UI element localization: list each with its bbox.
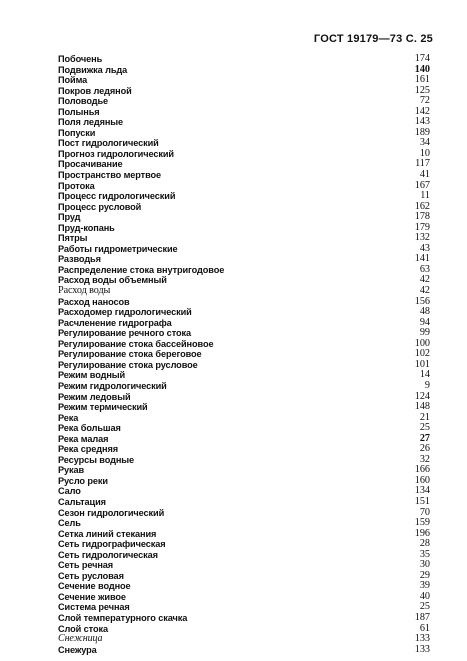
index-term: Слой стока — [58, 623, 108, 634]
index-term: Сеть гидрологическая — [58, 549, 158, 560]
index-term: Регулирование речного стока — [58, 328, 191, 339]
index-page-number: 11 — [420, 190, 430, 202]
index-term: Расход воды — [58, 285, 111, 297]
index-entry — [58, 370, 430, 381]
index-page-number: 29 — [419, 569, 430, 581]
index-entry — [58, 318, 430, 329]
index-page-number: 159 — [414, 517, 430, 529]
index-page-number: 99 — [419, 327, 430, 339]
index-term: Расходомер гидрологический — [58, 307, 192, 318]
index-entry — [58, 518, 430, 529]
index-term: Сеть русловая — [58, 570, 124, 581]
index-term: Пойма — [58, 75, 88, 86]
index-entry — [58, 202, 430, 213]
index-entry — [58, 86, 430, 97]
index-entry — [58, 286, 430, 297]
index-page-number: 160 — [414, 474, 430, 486]
index-term: Река малая — [58, 433, 109, 444]
index-entry — [58, 138, 430, 149]
index-page-number: 63 — [419, 263, 430, 275]
index-entry — [58, 128, 430, 139]
index-term: Протока — [58, 180, 95, 191]
index-term: Прогноз гидрологический — [58, 148, 174, 159]
index-term: Сетка линий стекания — [58, 528, 157, 539]
index-term: Сало — [58, 486, 81, 497]
index-entry — [58, 571, 430, 582]
index-term: Режим водный — [58, 370, 126, 381]
index-entry — [58, 223, 430, 234]
index-entry — [58, 159, 430, 170]
index-list — [58, 54, 430, 655]
index-entry — [58, 602, 430, 613]
index-term: Режим гидрологический — [58, 380, 167, 391]
index-term: Сеть гидрографическая — [58, 539, 166, 550]
index-term: Побочень — [58, 54, 103, 64]
index-entry — [58, 392, 430, 403]
index-entry — [58, 402, 430, 413]
index-term: Пространство мертвое — [58, 170, 162, 181]
index-page-number: 21 — [419, 411, 430, 423]
index-page-number: 143 — [414, 116, 430, 128]
index-term: Река средняя — [58, 444, 119, 455]
index-entry — [58, 550, 430, 561]
index-page-number: 162 — [414, 200, 430, 212]
index-entry — [58, 181, 430, 192]
index-entry — [58, 275, 430, 286]
index-entry — [58, 117, 430, 128]
index-term: Река большая — [58, 423, 121, 434]
index-term: Разводья — [58, 254, 101, 265]
index-page-number: 156 — [414, 295, 430, 307]
index-entry — [58, 529, 430, 540]
index-page-number: 148 — [414, 401, 430, 413]
index-entry — [58, 508, 430, 519]
index-page-number: 70 — [419, 506, 430, 518]
index-entry — [58, 539, 430, 550]
index-page-number: 125 — [414, 84, 430, 96]
index-page-number: 43 — [419, 242, 430, 254]
index-page-number: 61 — [419, 622, 430, 634]
index-term: Рукав — [58, 465, 85, 476]
index-page-number: 40 — [419, 590, 430, 602]
index-term: Расчленение гидрографа — [58, 317, 172, 328]
index-entry — [58, 170, 430, 181]
index-entry — [58, 265, 430, 276]
index-entry — [58, 444, 430, 455]
index-entry — [58, 233, 430, 244]
index-entry — [58, 96, 430, 107]
index-term: Регулирование стока береговое — [58, 349, 202, 360]
index-page-number: 134 — [414, 485, 430, 497]
index-entry — [58, 581, 430, 592]
index-page-number: 179 — [414, 221, 430, 233]
index-entry — [58, 54, 430, 65]
index-entry — [58, 297, 430, 308]
index-term: Распределение стока внутригодовое — [58, 264, 225, 275]
index-page-number: 167 — [414, 179, 430, 191]
index-entry — [58, 624, 430, 635]
index-term: Работы гидрометрические — [58, 243, 178, 254]
index-term: Русло реки — [58, 475, 108, 486]
index-term: Поля ледяные — [58, 117, 124, 128]
index-entry — [58, 349, 430, 360]
index-page-number: 196 — [414, 527, 430, 539]
index-term: Режим термический — [58, 402, 148, 413]
index-entry — [58, 613, 430, 624]
index-entry — [58, 423, 430, 434]
index-term: Пятры — [58, 233, 88, 244]
index-term: Покров ледяной — [58, 85, 132, 96]
index-page-number: 161 — [414, 74, 430, 86]
index-page-number: 30 — [419, 559, 430, 571]
index-entry — [58, 339, 430, 350]
index-term: Пруд-копань — [58, 222, 115, 233]
index-entry — [58, 455, 430, 466]
index-entry — [58, 497, 430, 508]
index-entry — [58, 149, 430, 160]
index-page-number: 41 — [419, 169, 430, 181]
index-term: Попуски — [58, 127, 96, 138]
index-entry — [58, 212, 430, 223]
index-page-number: 133 — [414, 633, 430, 645]
index-page-number: 34 — [419, 137, 430, 149]
index-entry — [58, 307, 430, 318]
index-term: Просачивание — [58, 159, 123, 170]
index-entry — [58, 328, 430, 339]
index-term: Снежура — [58, 644, 97, 655]
index-term: Процесс гидрологический — [58, 191, 176, 202]
index-term: Сальтация — [58, 496, 106, 507]
index-entry — [58, 107, 430, 118]
index-page-number: 189 — [414, 126, 430, 138]
index-entry — [58, 65, 430, 76]
index-page-number: 94 — [419, 316, 430, 328]
index-page-number: 124 — [414, 390, 430, 402]
index-page-number: 140 — [414, 63, 430, 75]
index-term: Река — [58, 412, 79, 423]
index-page-number: 28 — [419, 538, 430, 550]
index-entry — [58, 254, 430, 265]
index-entry — [58, 191, 430, 202]
index-term: Слой температурного скачка — [58, 612, 188, 623]
index-term: Ресурсы водные — [58, 454, 135, 465]
index-term: Подвижка льда — [58, 64, 128, 75]
index-page-number: 10 — [419, 147, 430, 159]
index-entry — [58, 413, 430, 424]
index-page-number: 27 — [419, 432, 430, 444]
index-term: Полынья — [58, 106, 100, 117]
index-page-number: 117 — [415, 158, 430, 170]
index-entry — [58, 434, 430, 445]
index-term: Снежница — [58, 633, 103, 645]
index-page-number: 141 — [414, 253, 430, 265]
index-page-number: 151 — [414, 495, 430, 507]
index-page-number: 102 — [414, 348, 430, 360]
index-entry — [58, 592, 430, 603]
index-entry — [58, 381, 430, 392]
index-page-number: 9 — [424, 379, 430, 391]
index-term: Половодье — [58, 96, 109, 107]
index-page-number: 14 — [419, 369, 430, 381]
index-term: Система речная — [58, 602, 130, 613]
index-term: Регулирование стока бассейновое — [58, 338, 214, 349]
index-entry — [58, 645, 430, 656]
index-term: Сель — [58, 518, 81, 529]
index-entry — [58, 486, 430, 497]
index-page-number: 72 — [419, 95, 430, 107]
index-term: Сечение водное — [58, 581, 131, 592]
index-page-number: 42 — [419, 285, 430, 297]
index-page-number: 32 — [419, 453, 430, 465]
index-page-number: 35 — [419, 548, 430, 560]
index-term: Пруд — [58, 212, 81, 223]
index-page-number: 132 — [414, 232, 430, 244]
index-term: Регулирование стока русловое — [58, 359, 198, 370]
index-term: Режим ледовый — [58, 391, 131, 402]
index-page-number: 187 — [414, 611, 430, 623]
index-page-number: 142 — [414, 105, 430, 117]
index-page-number: 101 — [414, 358, 430, 370]
index-entry — [58, 476, 430, 487]
index-page-number: 25 — [419, 601, 430, 613]
index-term: Сеть речная — [58, 560, 114, 571]
index-page-number: 25 — [419, 422, 430, 434]
index-page-number: 100 — [414, 337, 430, 349]
index-page-number: 178 — [414, 211, 430, 223]
index-entry — [58, 360, 430, 371]
index-page-number: 39 — [419, 580, 430, 592]
index-page-number: 42 — [419, 274, 430, 286]
index-term: Расход наносов — [58, 296, 130, 307]
index-entry — [58, 465, 430, 476]
index-term: Пост гидрологический — [58, 138, 159, 149]
index-entry — [58, 634, 430, 645]
index-page-number: 26 — [419, 443, 430, 455]
page-header: ГОСТ 19179—73 С. 25 — [313, 33, 433, 45]
index-page-number: 133 — [414, 643, 430, 655]
index-entry — [58, 244, 430, 255]
index-page-number: 166 — [414, 464, 430, 476]
index-term: Процесс русловой — [58, 201, 142, 212]
index-page-number: 174 — [414, 53, 430, 64]
index-entry — [58, 560, 430, 571]
index-term: Сечение живое — [58, 591, 126, 602]
index-term: Расход воды объемный — [58, 275, 167, 286]
index-entry — [58, 75, 430, 86]
index-term: Сезон гидрологический — [58, 507, 165, 518]
index-page-number: 48 — [419, 306, 430, 318]
